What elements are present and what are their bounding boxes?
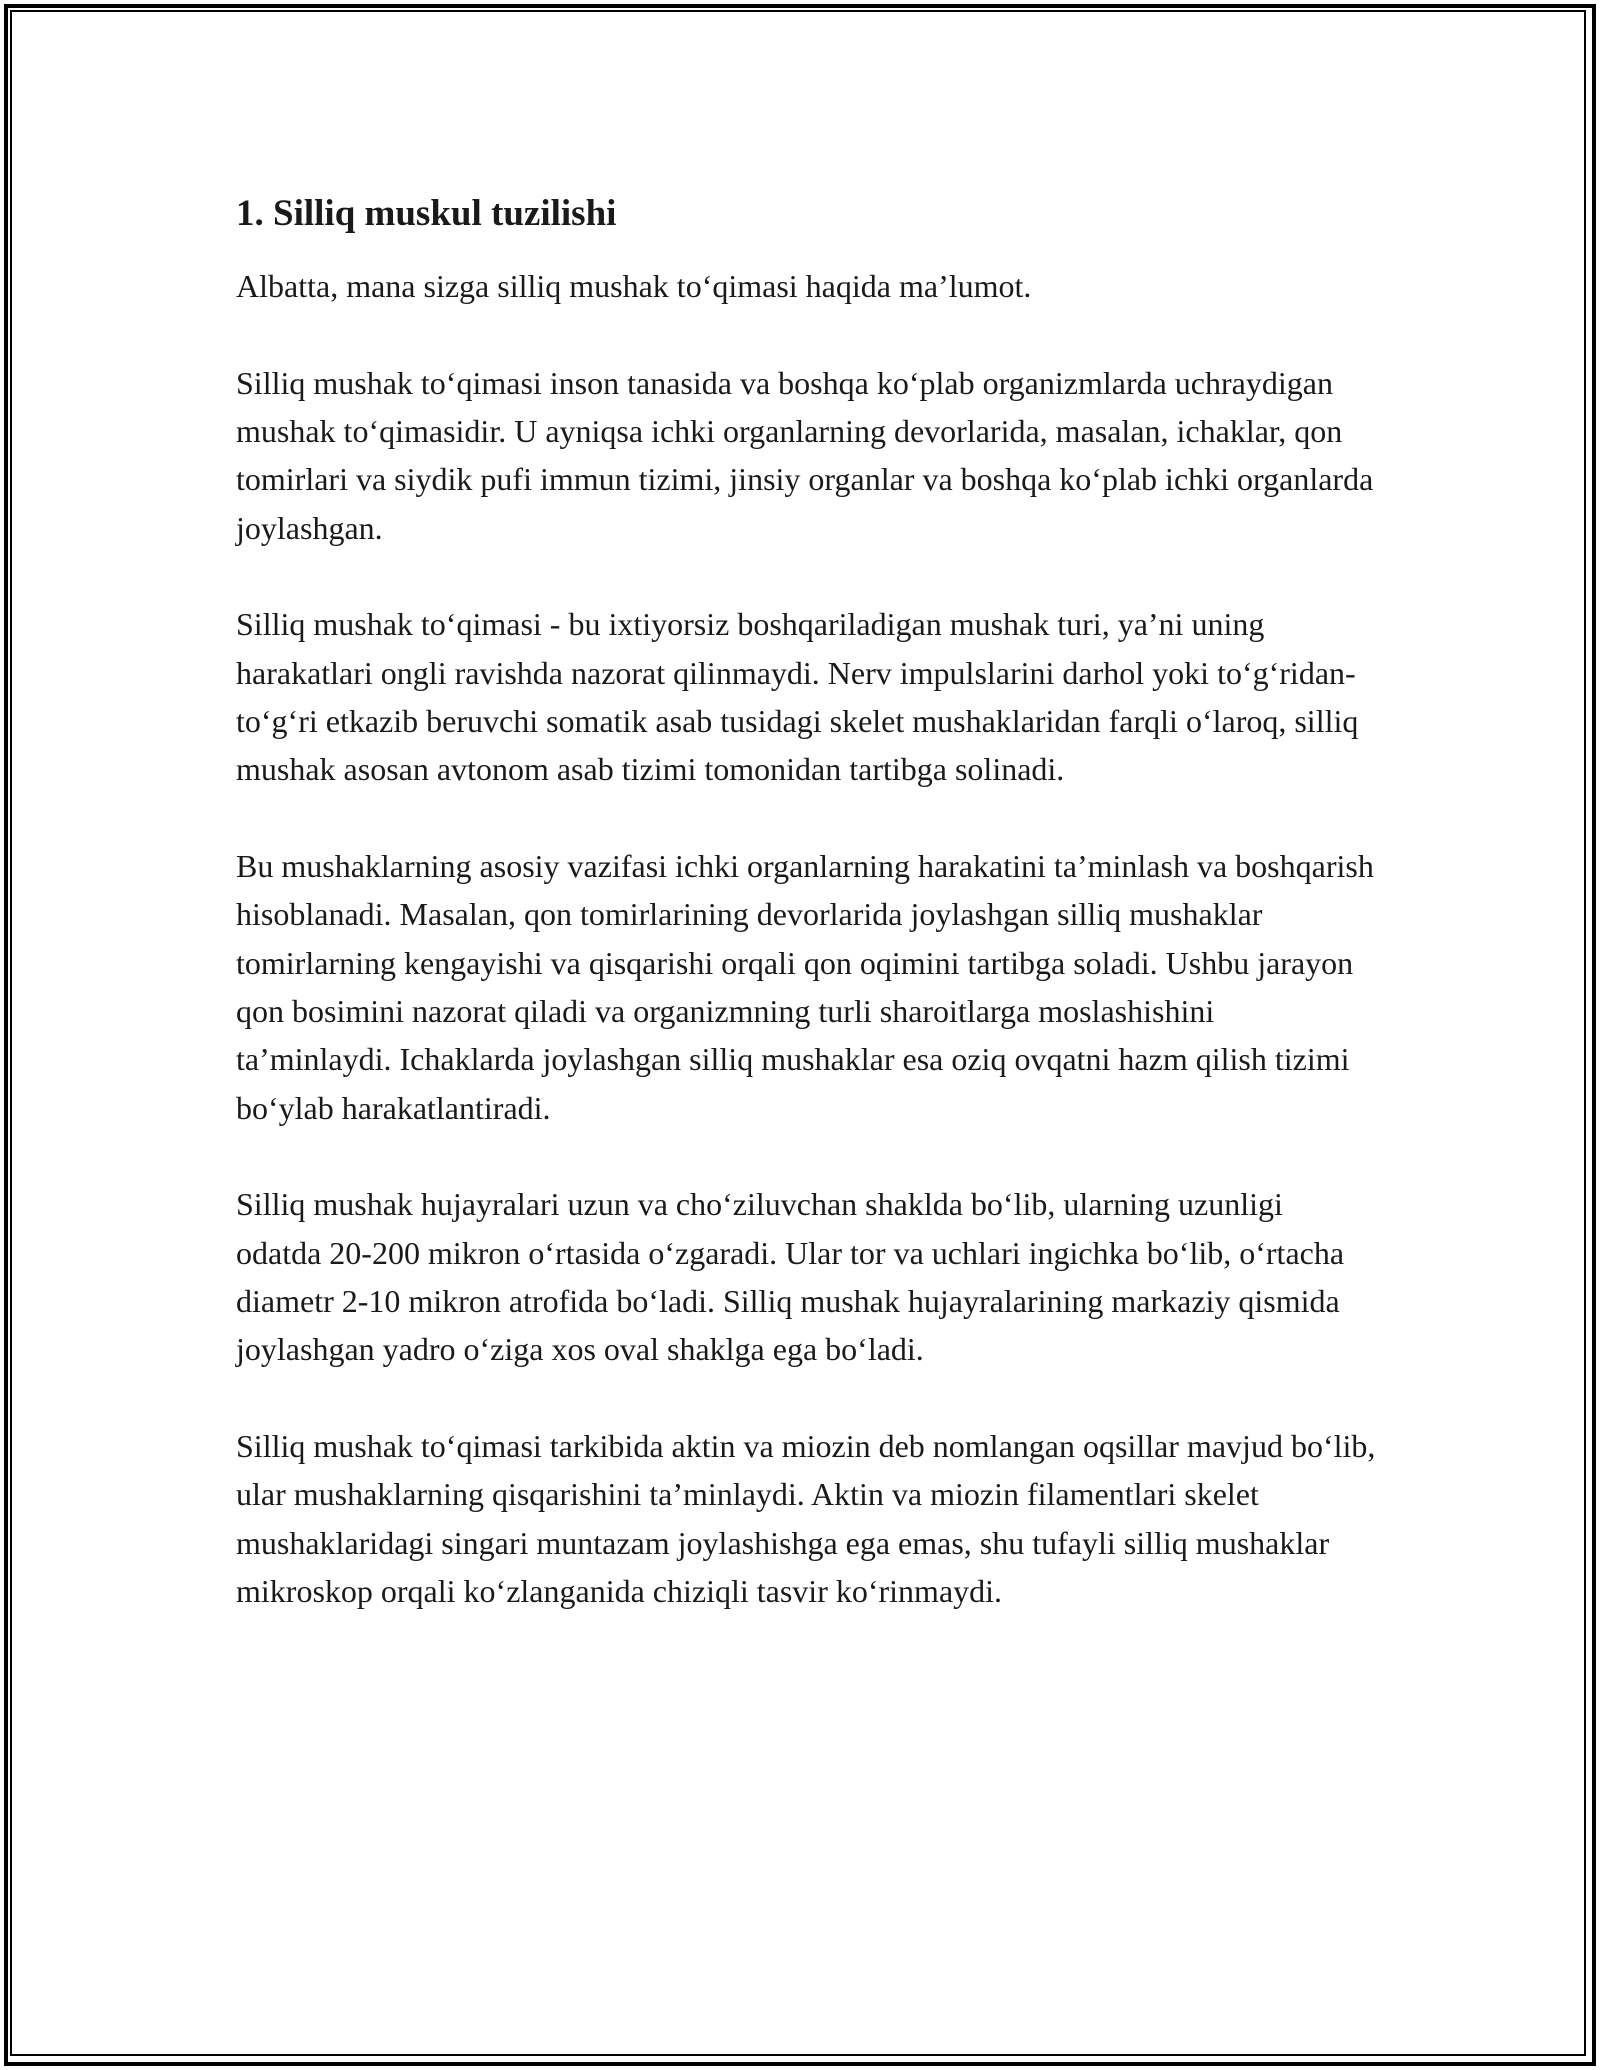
section-heading: 1. Silliq muskul tuzilishi: [236, 193, 617, 234]
paragraph-intro: Albatta, mana sizga silliq mushak to‘qimasi haqida ma’lumot.: [236, 268, 1032, 304]
paragraph-cell-shape: Silliq mushak hujayralari uzun va cho‘ziluvchan shaklda bo‘lib, ularning uzunligi odatda 20-200 mikron o‘rtasida o‘zgaradi. Ular tor va uchlari ingichka bo‘lib, o‘rtacha diametr 2-10 mikron atrofida bo‘ladi. Silliq mushak hujayralarining markaziy qismida joylashgan yadro o‘ziga xos oval shaklga ega bo‘ladi.: [236, 1186, 1345, 1368]
paragraph-function: Bu mushaklarning asosiy vazifasi ichki organlarning harakatini ta’minlash va boshqarish hisoblanadi. Masalan, qon tomirlarining devorlarida joylashgan silliq mushaklar tomirlarning kengayishi va qisqarishi orqali qon oqimini tartibga soladi. Ushbu jarayon qon bosimini nazorat qiladi va organizmning turli sharoitlarga moslashishini ta’minlaydi. Ichaklarda joylashgan silliq mushaklar esa oziq ovqatni hazm qilish tizimi bo‘ylab harakatlantiradi.: [236, 848, 1374, 1126]
paragraph-location: Silliq mushak to‘qimasi inson tanasida va boshqa ko‘plab organizmlarda uchraydigan mushak to‘qimasidir. U ayniqsa ichki organlarning devorlarida, masalan, ichaklar, qon tomirlari va siydik pufi immun tizimi, jinsiy organlar va boshqa ko‘plab ichki organlarda joylashgan.: [236, 364, 1374, 546]
document-body: [236, 186, 1376, 1664]
paragraph-proteins: Silliq mushak to‘qimasi tarkibida aktin va miozin deb nomlangan oqsillar mavjud bo‘lib, ular mushaklarning qisqarishini ta’minlaydi. Aktin va miozin filamentlari skelet mushaklaridagi singari muntazam joylashishga ega emas, shu tufayli silliq mushaklar mikroskop orqali ko‘zlanganida chiziqli tasvir ko‘rinmaydi.: [236, 1428, 1376, 1610]
paragraph-involuntary-control: Silliq mushak to‘qimasi - bu ixtiyorsiz boshqariladigan mushak turi, ya’ni uning harakatlari ongli ravishda nazorat qilinmaydi. Nerv impulslarini darhol yoki to‘g‘ridan-to‘g‘ri etkazib beruvchi somatik asab tusidagi skelet mushaklaridan farqli o‘laroq, silliq mushak asosan avtonom asab tizimi tomonidan tartibga solinadi.: [236, 606, 1359, 788]
